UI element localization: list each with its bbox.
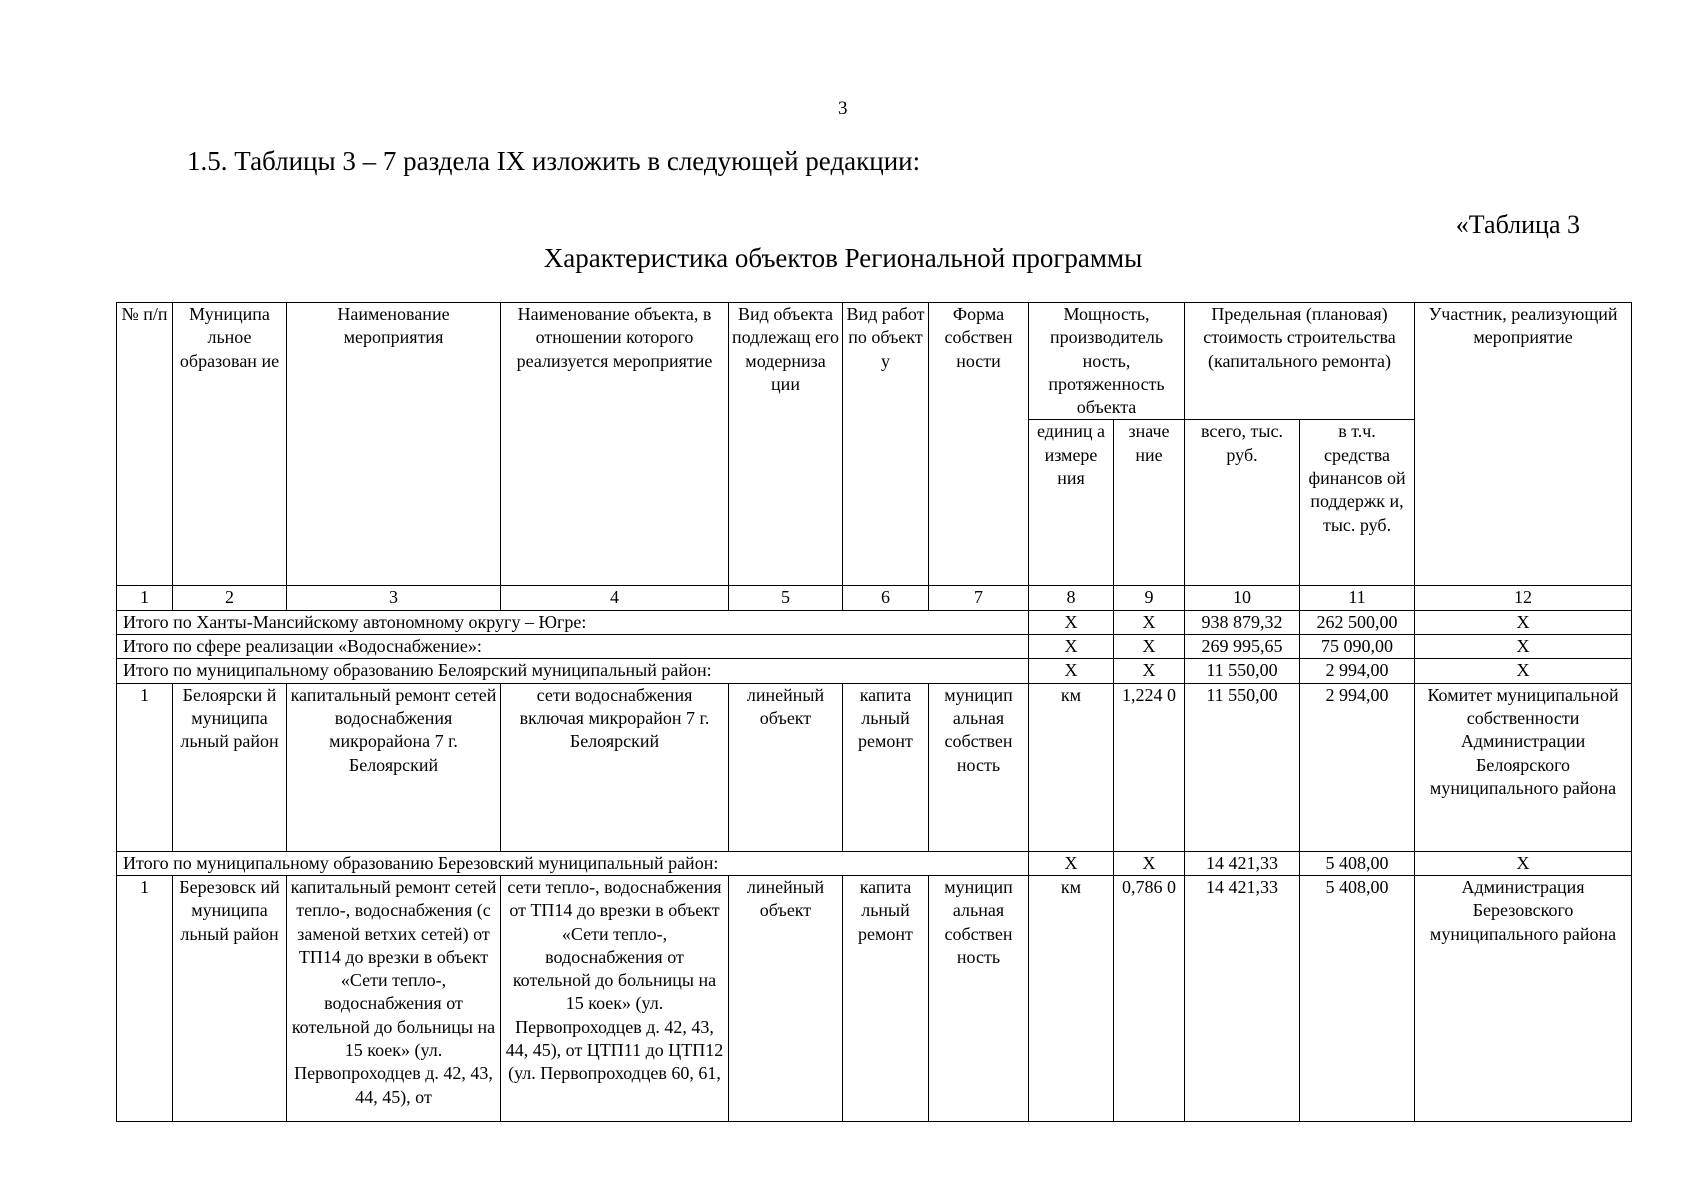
work-type-cell: капита льный ремонт — [843, 683, 929, 851]
total-row-beloyarsky — [117, 659, 1632, 683]
total-label: Итого по Ханты-Мансийскому автономному округу – Югре: — [117, 610, 1029, 634]
header-sub-support: в т.ч. средства финансов ой поддержк и, тыс. руб. — [1300, 420, 1415, 586]
header-sub-total: всего, тыс. руб. — [1185, 420, 1300, 586]
total-cost-cell: 11 550,00 — [1185, 659, 1300, 683]
ownership-cell: муницип альная собствен ность — [929, 683, 1029, 851]
table-title: Характеристика объектов Региональной программы — [543, 243, 1143, 273]
section-heading: 1.5. Таблицы 3 – 7 раздела IX изложить в следующей редакции: — [187, 146, 921, 176]
total-label: Итого по муниципальному образованию Белоярский муниципальный район: — [117, 659, 1029, 683]
participant-cell: Х — [1415, 635, 1632, 659]
objects-table — [116, 302, 1632, 1122]
total-label: Итого по муниципальному образованию Березовский муниципальный район: — [117, 851, 1029, 875]
support-cost-cell: 2 994,00 — [1300, 683, 1415, 851]
column-number: 3 — [287, 586, 501, 610]
header-group-capacity: Мощность, производитель ность, протяженность объекта — [1029, 303, 1185, 420]
header-col-municipality: Муниципа льное образован ие — [173, 303, 287, 586]
row-number: 1 — [117, 875, 173, 1121]
object-cell: сети водоснабжения включая микрорайон 7 г. Белоярский — [501, 683, 729, 851]
header-sub-unit: единиц а измере ния — [1029, 420, 1114, 586]
header-col-work-type: Вид работ по объект у — [843, 303, 929, 586]
total-cost-cell: 11 550,00 — [1185, 683, 1300, 851]
value-cell: Х — [1114, 851, 1185, 875]
support-cost-cell: 5 408,00 — [1300, 875, 1415, 1121]
support-cost-cell: 262 500,00 — [1300, 610, 1415, 634]
header-sub-value: значе ние — [1114, 420, 1185, 586]
value-cell: 1,224 0 — [1114, 683, 1185, 851]
header-col-number: № п/п — [117, 303, 173, 586]
header-col-object: Наименование объекта, в отношении которого реализуется мероприятие — [501, 303, 729, 586]
total-cost-cell: 938 879,32 — [1185, 610, 1300, 634]
total-row-okrug — [117, 610, 1632, 634]
header-col-ownership: Форма собствен ности — [929, 303, 1029, 586]
header-col-measure: Наименование мероприятия — [287, 303, 501, 586]
column-number: 6 — [843, 586, 929, 610]
unit-cell: Х — [1029, 851, 1114, 875]
column-number: 2 — [173, 586, 287, 610]
object-cell: сети тепло-, водоснабжения от ТП14 до врезки в объект «Сети тепло-, водоснабжения от котельной до больницы на 15 коек» (ул. Первопроходцев д. 42, 43, 44, 45), от ЦТП11 до ЦТП12 (ул. Первопроходцев 60, 61, — [501, 875, 729, 1121]
row-number: 1 — [117, 683, 173, 851]
header-group-cost: Предельная (плановая) стоимость строительства (капитального ремонта) — [1185, 303, 1415, 420]
municipality-cell: Белоярски й муниципа льный район — [173, 683, 287, 851]
measure-cell: капитальный ремонт сетей водоснабжения микрорайона 7 г. Белоярский — [287, 683, 501, 851]
data-row-beloyarsky — [117, 683, 1632, 851]
support-cost-cell: 5 408,00 — [1300, 851, 1415, 875]
column-numbers-row — [117, 586, 1632, 610]
support-cost-cell: 75 090,00 — [1300, 635, 1415, 659]
column-number: 9 — [1114, 586, 1185, 610]
total-cost-cell: 269 995,65 — [1185, 635, 1300, 659]
column-number: 8 — [1029, 586, 1114, 610]
municipality-cell: Березовск ий муниципа льный район — [173, 875, 287, 1121]
object-type-cell: линейный объект — [729, 875, 843, 1121]
total-cost-cell: 14 421,33 — [1185, 851, 1300, 875]
object-type-cell: линейный объект — [729, 683, 843, 851]
value-cell: Х — [1114, 635, 1185, 659]
participant-cell: Х — [1415, 659, 1632, 683]
participant-cell: Администрация Березовского муниципального района — [1415, 875, 1632, 1121]
measure-cell: капитальный ремонт сетей тепло-, водоснабжения (с заменой ветхих сетей) от ТП14 до врезки в объект «Сети тепло-, водоснабжения от котельной до больницы на 15 коек» (ул. Первопроходцев д. 42, 43, 44, 45), от — [287, 875, 501, 1121]
total-label: Итого по сфере реализации «Водоснабжение»: — [117, 635, 1029, 659]
unit-cell: Х — [1029, 659, 1114, 683]
participant-cell: Х — [1415, 610, 1632, 634]
unit-cell: Х — [1029, 610, 1114, 634]
value-cell: Х — [1114, 610, 1185, 634]
column-number: 10 — [1185, 586, 1300, 610]
column-number: 4 — [501, 586, 729, 610]
page-number: 3 — [838, 98, 848, 119]
total-cost-cell: 14 421,33 — [1185, 875, 1300, 1121]
ownership-cell: муницип альная собствен ность — [929, 875, 1029, 1121]
column-number: 7 — [929, 586, 1029, 610]
total-row-water — [117, 635, 1632, 659]
column-number: 1 — [117, 586, 173, 610]
unit-cell: Х — [1029, 635, 1114, 659]
header-row — [117, 303, 1632, 420]
column-number: 5 — [729, 586, 843, 610]
header-col-object-type: Вид объекта подлежащ его модерниза ции — [729, 303, 843, 586]
work-type-cell: капита льный ремонт — [843, 875, 929, 1121]
unit-cell: км — [1029, 683, 1114, 851]
data-row-berezovsky — [117, 875, 1632, 1121]
total-row-berezovsky — [117, 851, 1632, 875]
value-cell: Х — [1114, 659, 1185, 683]
participant-cell: Х — [1415, 851, 1632, 875]
value-cell: 0,786 0 — [1114, 875, 1185, 1121]
support-cost-cell: 2 994,00 — [1300, 659, 1415, 683]
column-number: 12 — [1415, 586, 1632, 610]
unit-cell: км — [1029, 875, 1114, 1121]
participant-cell: Комитет муниципальной собственности Администрации Белоярского муниципального района — [1415, 683, 1632, 851]
header-col-participant: Участник, реализующий мероприятие — [1415, 303, 1632, 586]
column-number: 11 — [1300, 586, 1415, 610]
table-label: «Таблица 3 — [1455, 210, 1580, 239]
